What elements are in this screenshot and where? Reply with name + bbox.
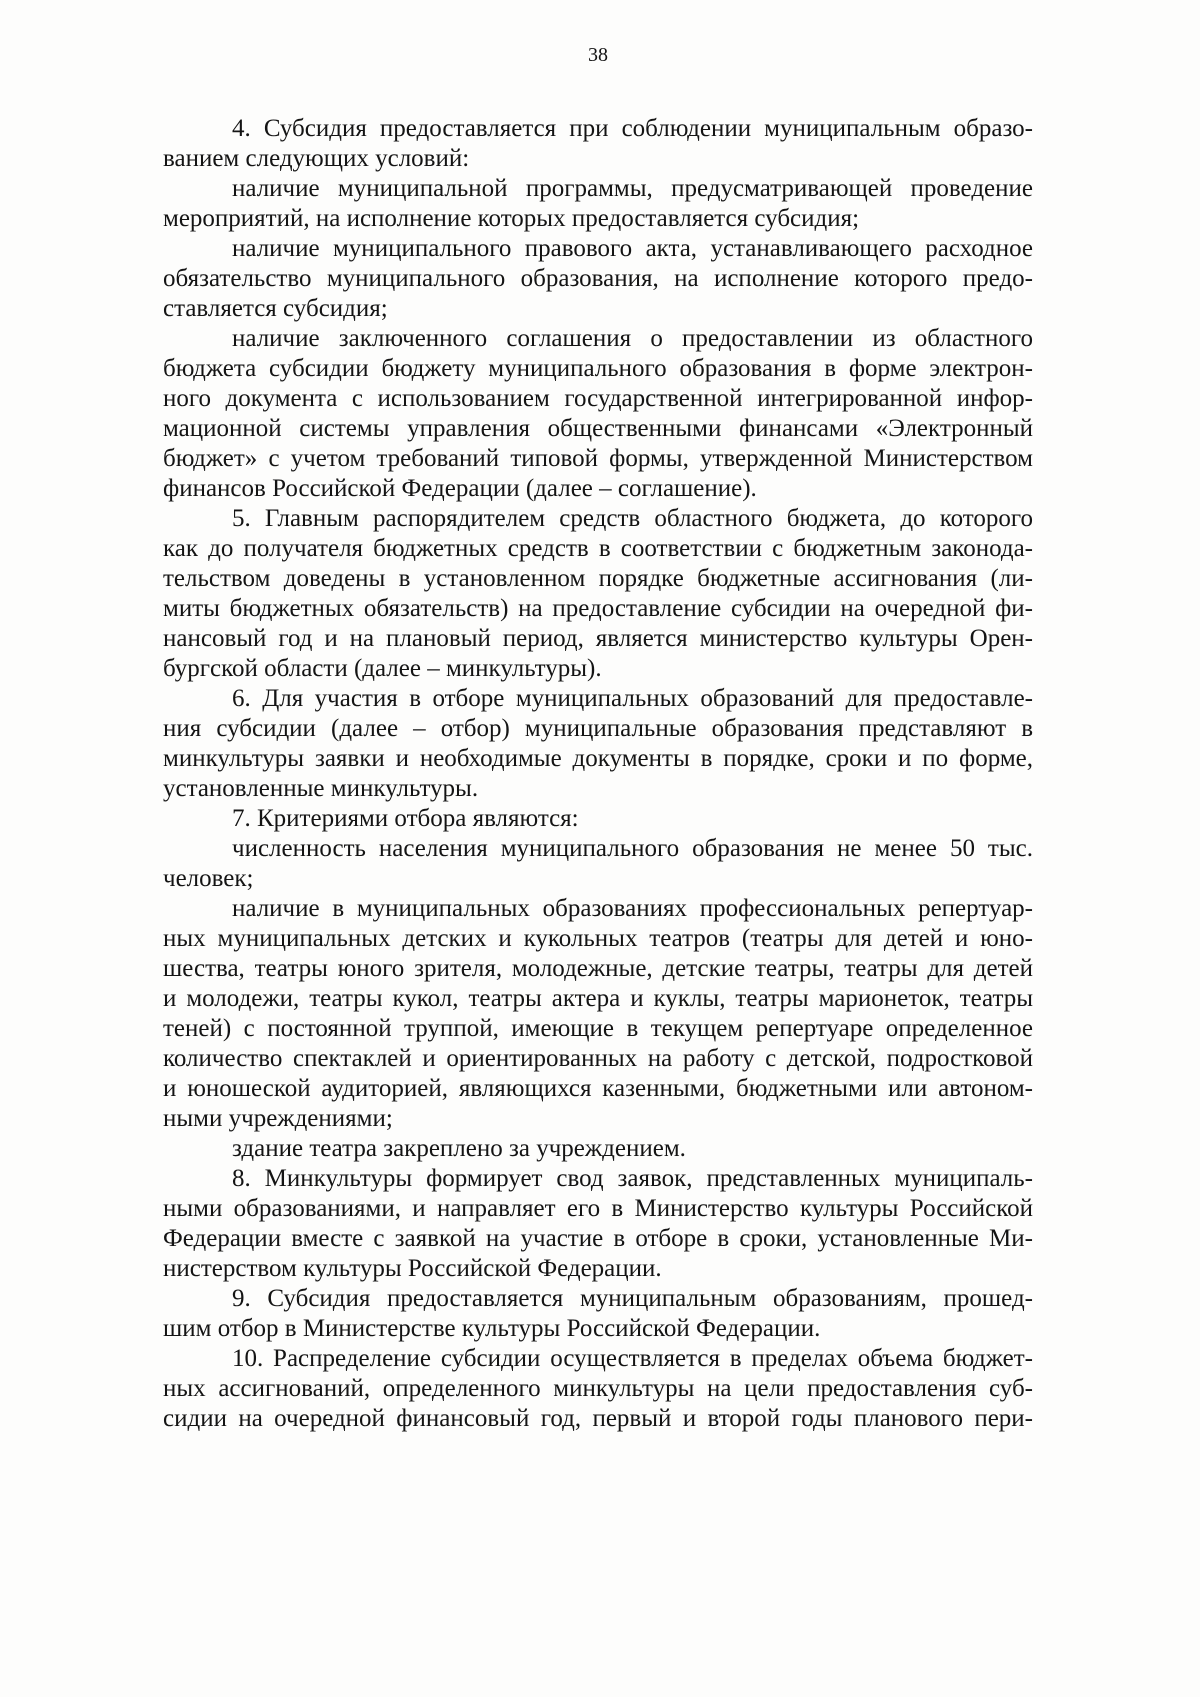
text-line: теней) с постоянной труппой, имеющие в текущем репертуаре определенное bbox=[163, 1015, 1033, 1042]
text-line: ного документа с использованием государственной интегрированной инфор- bbox=[163, 385, 1033, 412]
paragraph bbox=[163, 504, 1033, 684]
text-line: финансов Российской Федерации (далее – соглашение). bbox=[163, 475, 757, 502]
text-line: нансовый год и на плановый период, является министерство культуры Орен- bbox=[163, 625, 1033, 652]
paragraph bbox=[163, 1164, 1033, 1284]
text-line: тельством доведены в установленном порядке бюджетные ассигнования (ли- bbox=[163, 565, 1033, 592]
text-line: 8. Минкультуры формирует свод заявок, представленных муниципаль- bbox=[232, 1165, 1033, 1192]
text-line: Федерации вместе с заявкой на участие в отборе в сроки, установленные Ми- bbox=[163, 1225, 1033, 1252]
paragraph bbox=[163, 804, 1033, 834]
text-line: наличие в муниципальных образованиях профессиональных репертуар- bbox=[232, 895, 1033, 922]
paragraph bbox=[163, 1284, 1033, 1344]
text-line: мационной системы управления общественными финансами «Электронный bbox=[163, 415, 1033, 442]
text-line: ных ассигнований, определенного минкультуры на цели предоставления суб- bbox=[163, 1375, 1033, 1402]
paragraph bbox=[163, 174, 1033, 234]
paragraph bbox=[163, 324, 1033, 504]
text-line: 5. Главным распорядителем средств областного бюджета, до которого bbox=[232, 505, 1033, 532]
paragraph bbox=[163, 1344, 1033, 1434]
text-line: шим отбор в Министерстве культуры Российской Федерации. bbox=[163, 1315, 821, 1342]
text-line: ния субсидии (далее – отбор) муниципальные образования представляют в bbox=[163, 715, 1033, 742]
text-line: наличие заключенного соглашения о предоставлении из областного bbox=[232, 325, 1033, 352]
paragraph bbox=[163, 234, 1033, 324]
text-line: минкультуры заявки и необходимые документы в порядке, сроки и по форме, bbox=[163, 745, 1033, 772]
paragraph bbox=[163, 114, 1033, 174]
paragraph bbox=[163, 834, 1033, 894]
text-line: сидии на очередной финансовый год, первый и второй годы планового пери- bbox=[163, 1405, 1033, 1432]
text-line: количество спектаклей и ориентированных на работу с детской, подростковой bbox=[163, 1045, 1033, 1072]
text-line: и юношеской аудиторией, являющихся казенными, бюджетными или автоном- bbox=[163, 1075, 1033, 1102]
text-line: наличие муниципальной программы, предусматривающей проведение bbox=[232, 175, 1033, 202]
text-line: как до получателя бюджетных средств в соответствии с бюджетным законода- bbox=[163, 535, 1033, 562]
text-line: бюджета субсидии бюджету муниципального образования в форме электрон- bbox=[163, 355, 1033, 382]
text-line: нистерством культуры Российской Федерации. bbox=[163, 1255, 662, 1282]
text-line: шества, театры юного зрителя, молодежные, детские театры, театры для детей bbox=[163, 955, 1033, 982]
text-line: 10. Распределение субсидии осуществляется в пределах объема бюджет- bbox=[232, 1345, 1033, 1372]
paragraph bbox=[163, 1134, 1033, 1164]
text-line: бургской области (далее – минкультуры). bbox=[163, 655, 602, 682]
text-line: 4. Субсидия предоставляется при соблюдении муниципальным образо- bbox=[232, 115, 1033, 142]
text-line: ными образованиями, и направляет его в Министерство культуры Российской bbox=[163, 1195, 1033, 1222]
document-body bbox=[163, 114, 1033, 1434]
text-line: установленные минкультуры. bbox=[163, 775, 479, 802]
text-line: численность населения муниципального образования не менее 50 тыс. bbox=[232, 835, 1033, 862]
text-line: 9. Субсидия предоставляется муниципальным образованиям, прошед- bbox=[232, 1285, 1033, 1312]
paragraph bbox=[163, 684, 1033, 804]
text-line: бюджет» с учетом требований типовой формы, утвержденной Министерством bbox=[163, 445, 1033, 472]
text-line: здание театра закреплено за учреждением. bbox=[232, 1135, 686, 1162]
page-number: 38 bbox=[588, 44, 608, 66]
text-line: ных муниципальных детских и кукольных театров (театры для детей и юно- bbox=[163, 925, 1033, 952]
text-line: обязательство муниципального образования, на исполнение которого предо- bbox=[163, 265, 1033, 292]
paragraph bbox=[163, 894, 1033, 1134]
text-line: ставляется субсидия; bbox=[163, 295, 388, 322]
text-line: человек; bbox=[163, 865, 254, 892]
text-line: миты бюджетных обязательств) на предоставление субсидии на очередной фи- bbox=[163, 595, 1033, 622]
text-line: 6. Для участия в отборе муниципальных образований для предоставле- bbox=[232, 685, 1033, 712]
text-line: наличие муниципального правового акта, устанавливающего расходное bbox=[232, 235, 1033, 262]
text-line: и молодежи, театры кукол, театры актера и куклы, театры марионеток, театры bbox=[163, 985, 1033, 1012]
text-line: мероприятий, на исполнение которых предоставляется субсидия; bbox=[163, 205, 860, 232]
text-line: ными учреждениями; bbox=[163, 1105, 393, 1132]
text-line: 7. Критериями отбора являются: bbox=[232, 805, 579, 832]
text-line: ванием следующих условий: bbox=[163, 145, 470, 172]
